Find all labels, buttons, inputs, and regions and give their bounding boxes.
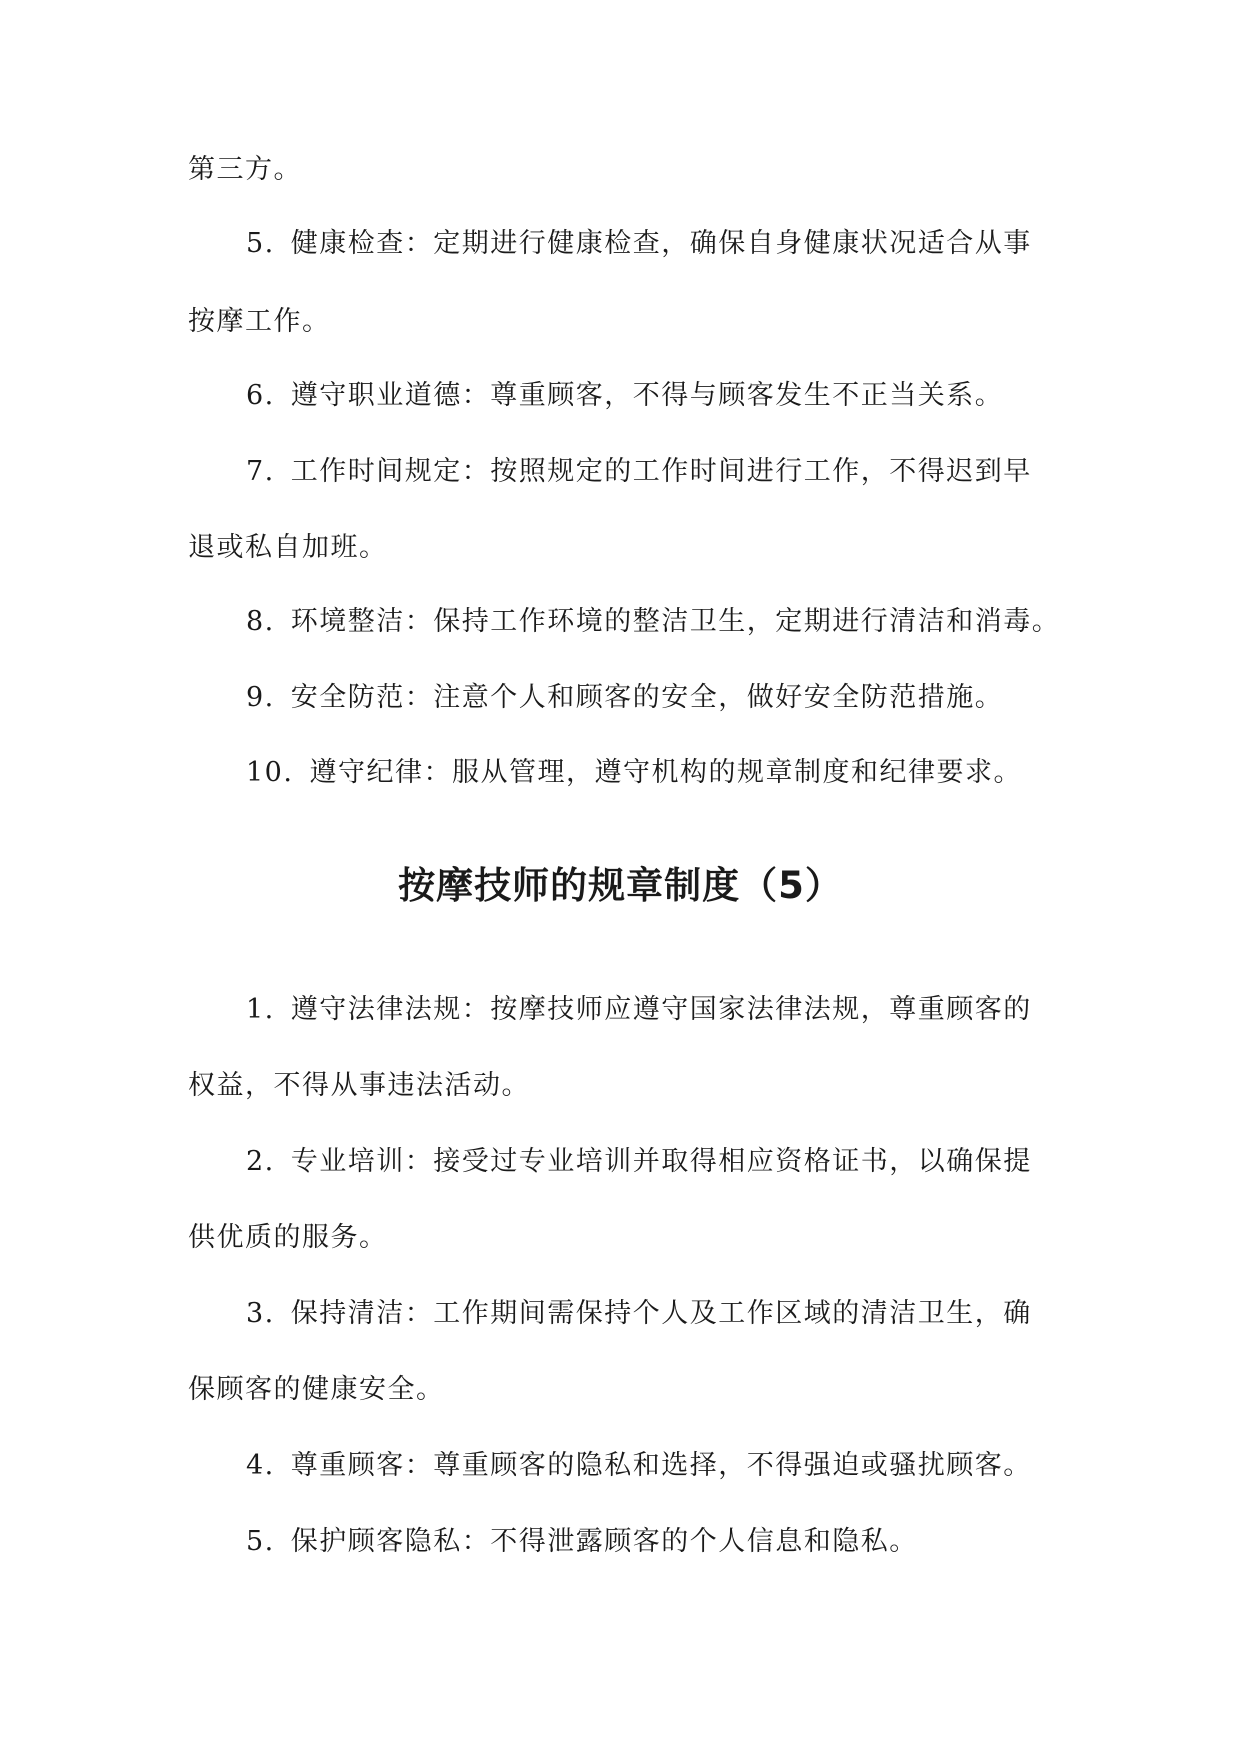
item-text: 遵守纪律：服从管理，遵守机构的规章制度和纪律要求。 (309, 757, 1022, 788)
item-text: 环境整洁：保持工作环境的整洁卫生，定期进行清洁和消毒。 (290, 606, 1061, 637)
continuation-text: 第三方。 (188, 154, 302, 185)
list-item (246, 1448, 1032, 1484)
item-text: 保持清洁：工作期间需保持个人及工作区域的清洁卫生，确 (290, 1298, 1032, 1329)
list-item (246, 1296, 1032, 1332)
item-number: 4. (246, 1450, 275, 1481)
item-text: 工作时间规定：按照规定的工作时间进行工作，不得迟到早 (290, 456, 1032, 487)
section-title: 按摩技师的规章制度（5） (398, 864, 843, 907)
item-text-continued: 权益，不得从事违法活动。 (188, 1070, 530, 1101)
item-number: 9. (246, 682, 275, 713)
item-number: 3. (246, 1298, 275, 1329)
list-item (246, 226, 1032, 262)
item-number: 10. (246, 757, 294, 788)
list-item (246, 378, 1003, 414)
item-text: 保护顾客隐私：不得泄露顾客的个人信息和隐私。 (290, 1526, 918, 1557)
list-item (246, 1144, 1032, 1180)
item-text: 安全防范：注意个人和顾客的安全，做好安全防范措施。 (290, 682, 1004, 713)
item-text: 专业培训：接受过专业培训并取得相应资格证书，以确保提 (290, 1146, 1032, 1177)
item-text-continued: 保顾客的健康安全。 (188, 1374, 445, 1405)
item-number: 6. (246, 380, 275, 411)
item-text: 尊重顾客：尊重顾客的隐私和选择，不得强迫或骚扰顾客。 (290, 1450, 1032, 1481)
item-text: 健康检查：定期进行健康检查，确保自身健康状况适合从事 (290, 228, 1032, 259)
item-number: 8. (246, 606, 275, 637)
item-text-continued: 供优质的服务。 (188, 1222, 388, 1253)
item-text-continued: 退或私自加班。 (188, 532, 388, 563)
list-item (246, 680, 1003, 716)
list-item (246, 992, 1032, 1028)
list-item (246, 604, 1060, 640)
item-number: 5. (246, 228, 275, 259)
item-number: 5. (246, 1526, 275, 1557)
list-item (246, 454, 1032, 490)
item-text: 遵守法律法规：按摩技师应遵守国家法律法规，尊重顾客的 (290, 994, 1032, 1025)
item-text: 遵守职业道德：尊重顾客，不得与顾客发生不正当关系。 (290, 380, 1004, 411)
item-number: 2. (246, 1146, 275, 1177)
item-number: 1. (246, 994, 275, 1025)
item-number: 7. (246, 456, 275, 487)
list-item (246, 1524, 918, 1560)
list-item (246, 755, 1022, 791)
item-text-continued: 按摩工作。 (188, 306, 331, 337)
